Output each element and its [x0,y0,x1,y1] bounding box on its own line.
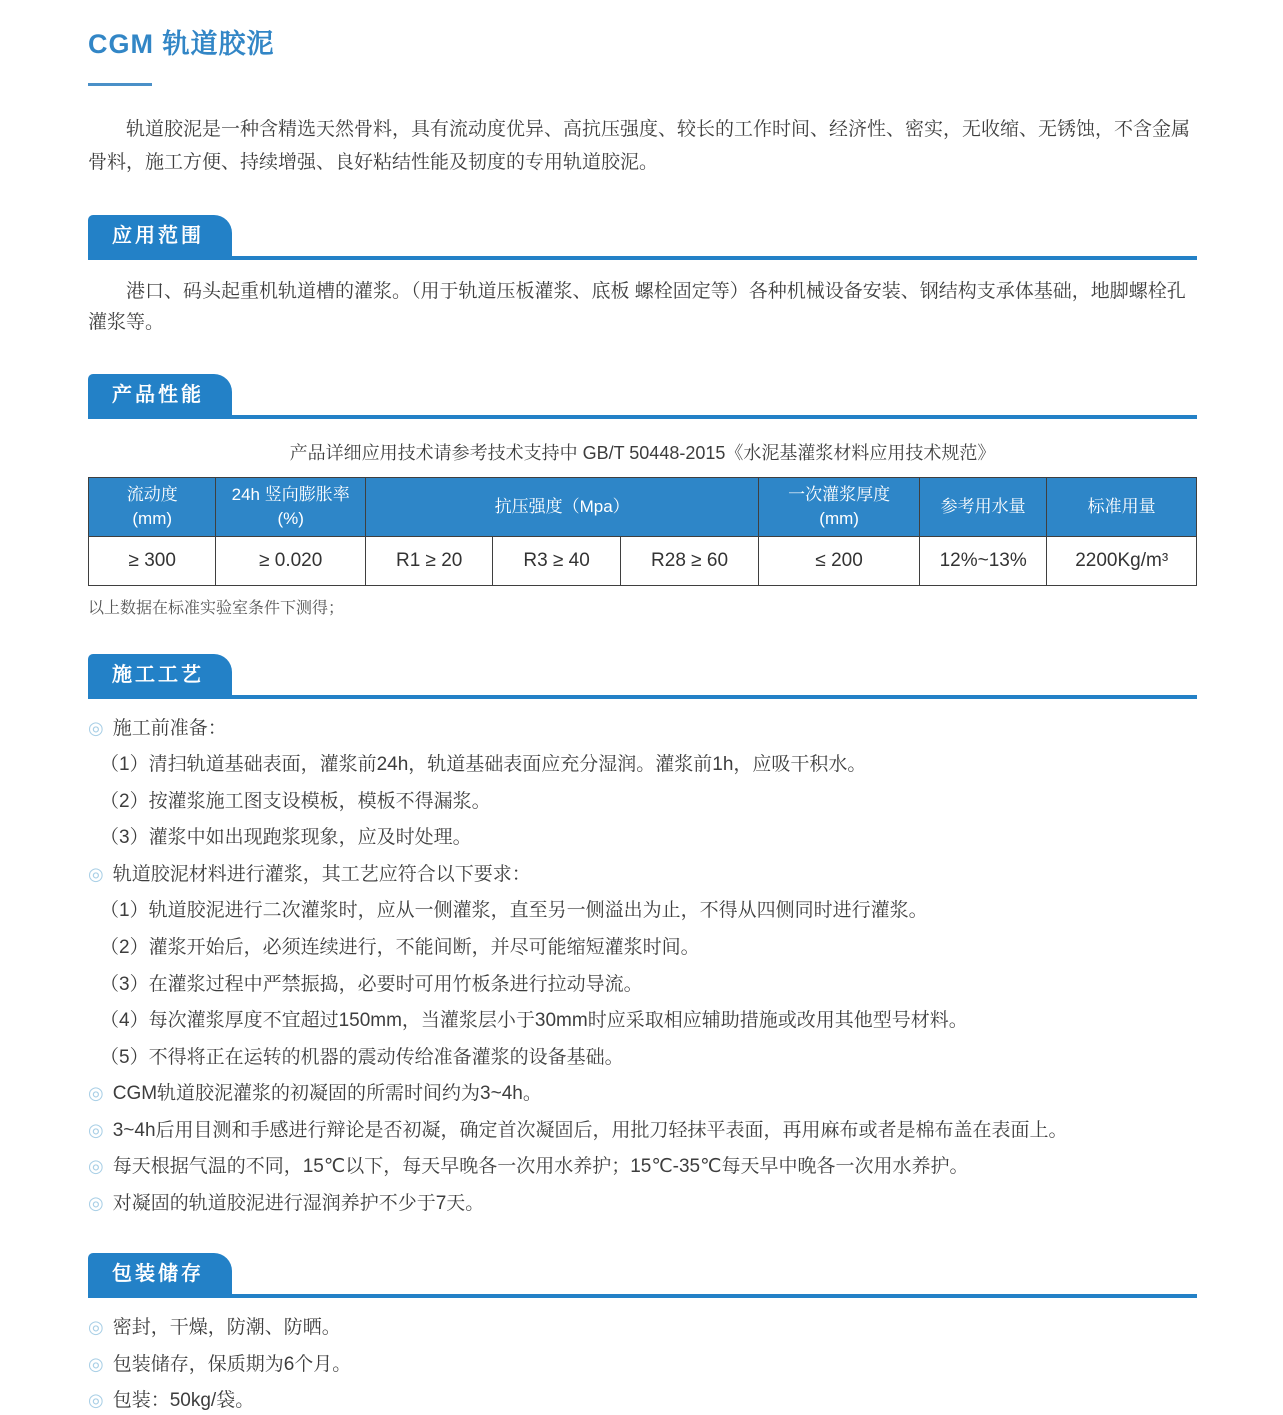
table-header-thickness [759,478,920,537]
cell-strength-r1: R1 ≥ 20 [365,536,492,585]
list-item-text: 轨道胶泥材料进行灌浆，其工艺应符合以下要求： [112,863,531,885]
list-item [88,1117,1197,1145]
list-item [88,788,1197,816]
list-item-text: 包装：50kg/袋。 [112,1390,255,1412]
page-title: CGM 轨道胶泥 [88,29,275,59]
cell-standard-dosage: 2200Kg/m³ [1047,536,1197,585]
list-item-text: 3~4h后用目测和手感进行辩论是否初凝，确定首次凝固后，用批刀轻抹平表面，再用麻布或者是棉布盖在表面上。 [112,1119,1068,1141]
section-tab-packaging: 包装储存 [88,1253,232,1294]
list-item [88,824,1197,852]
application-content: 港口、码头起重机轨道槽的灌浆。（用于轨道压板灌浆、底板 螺栓固定等）各种机械设备安装、钢结构支承体基础，地脚螺栓孔灌浆等。 [88,281,1186,333]
bullet-icon: ◎ [88,1156,104,1177]
header-unit: (%) [277,508,304,528]
performance-table [88,477,1197,586]
list-item-text: （2）按灌浆施工图支设模板，模板不得漏浆。 [100,790,491,812]
intro-paragraph: 轨道胶泥是一种含精选天然骨料，具有流动度优异、高抗压强度、较长的工作时间、经济性、密实，无收缩、无锈蚀，不含金属骨料，施工方便、持续增强、良好粘结性能及韧度的专用轨道胶泥。 [88,119,1191,173]
section-header-construction [88,654,1197,699]
list-item-text: （2）灌浆开始后，必须连续进行，不能间断，并尽可能缩短灌浆时间。 [100,937,700,958]
list-item-text: 每天根据气温的不同，15℃以下，每天早晚各一次用水养护；15℃-35℃每天早中晚各一次用水养护。 [112,1156,969,1178]
list-item-text: （4）每次灌浆厚度不宜超过150mm，当灌浆层小于30mm时应采取相应辅助措施或改用其他型号材料。 [100,1010,968,1032]
list-item-text: CGM轨道胶泥灌浆的初凝固的所需时间约为3~4h。 [112,1083,542,1105]
table-header-expansion [216,478,366,537]
list-item-text: 施工前准备： [112,717,227,739]
header-label: 抗压强度（Mpa） [494,497,630,517]
list-item [88,1007,1197,1035]
header-label: 一次灌浆厚度 [788,485,891,505]
list-item [88,751,1197,779]
cell-strength-r3: R3 ≥ 40 [493,536,620,585]
table-header-fluidity [89,478,216,537]
cell-expansion: ≥ 0.020 [216,536,366,585]
cell-fluidity: ≥ 300 [89,536,216,585]
cell-water-ratio: 12%~13% [919,536,1046,585]
table-footnote: 以上数据在标准实验室条件下测得； [88,599,345,617]
list-item [88,897,1197,925]
list-item [88,1080,1197,1108]
bullet-icon: ◎ [88,1119,104,1140]
list-item-text: 密封，干燥，防潮、防晒。 [112,1317,341,1339]
header-label: 流动度 [126,485,178,505]
list-item-text: （5）不得将正在运转的机器的震动传给准备灌浆的设备基础。 [100,1046,624,1068]
table-header-water-ratio [919,478,1046,537]
header-unit: (mm) [132,508,173,528]
bullet-icon: ◎ [88,1192,104,1213]
list-item-text: （1）清扫轨道基础表面，灌浆前24h，轨道基础表面应充分湿润。灌浆前1h，应吸干积水。 [100,754,867,776]
list-item-text: （1）轨道胶泥进行二次灌浆时，应从一侧灌浆，直至另一侧溢出为止，不得从四侧同时进行灌浆。 [100,900,928,922]
list-item [88,715,1197,743]
bullet-icon: ◎ [88,1083,104,1104]
list-item [88,1314,1197,1342]
cell-strength-r28: R28 ≥ 60 [620,536,759,585]
bullet-icon: ◎ [88,717,104,738]
list-item-text: （3）在灌浆过程中严禁振捣，必要时可用竹板条进行拉动导流。 [100,973,643,995]
bullet-icon: ◎ [88,1390,104,1411]
list-item [88,1351,1197,1379]
bullet-icon: ◎ [88,1353,104,1374]
table-value-row [89,536,1197,585]
list-item [88,1044,1197,1072]
section-tab-application: 应用范围 [88,215,232,256]
bullet-icon: ◎ [88,863,104,884]
section-header-packaging [88,1253,1197,1298]
section-header-performance [88,374,1197,419]
list-item [88,1153,1197,1181]
list-item [88,861,1197,889]
header-label: 标准用量 [1087,497,1156,517]
list-item-text: 对凝固的轨道胶泥进行湿润养护不少于7天。 [112,1192,485,1214]
table-header-row [89,478,1197,537]
list-item-text: （3）灌浆中如出现跑浆现象，应及时处理。 [100,827,472,849]
section-tab-construction: 施工工艺 [88,654,232,695]
list-item-text: 包装储存，保质期为6个月。 [112,1353,352,1375]
list-item [88,1190,1197,1218]
bullet-icon: ◎ [88,1317,104,1338]
header-label: 24h 竖向膨胀率 [231,485,350,505]
section-header-application [88,215,1197,260]
table-header-compressive-strength [365,478,758,537]
cell-thickness: ≤ 200 [759,536,920,585]
section-tab-performance: 产品性能 [88,374,232,415]
header-unit: (mm) [819,508,859,528]
performance-reference: 产品详细应用技术请参考技术支持中 GB/T 50448-2015《水泥基灌浆材料应用技术规范》 [289,443,996,464]
title-underline [88,83,152,86]
header-label: 参考用水量 [940,497,1026,517]
list-item [88,971,1197,999]
table-header-standard-dosage [1047,478,1197,537]
list-item [88,934,1197,962]
packaging-list [88,1314,1197,1415]
list-item [88,1387,1197,1415]
construction-list [88,715,1197,1218]
